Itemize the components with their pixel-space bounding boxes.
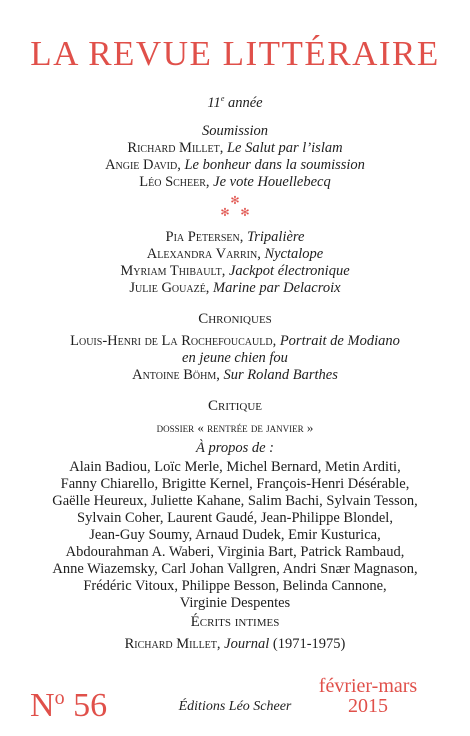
work: Journal: [224, 636, 270, 652]
list-item: Antoine Böhm, Sur Roland Barthes: [132, 367, 338, 383]
author: Myriam Thibault: [120, 263, 222, 279]
asterism-icon: [215, 194, 255, 220]
names-line: Abdourahman A. Waberi, Virginia Bart, Patrick Rambaud,: [65, 544, 405, 560]
number-prefix: N: [30, 687, 55, 724]
list-item: Angie David, Le bonheur dans la soumission: [105, 157, 365, 173]
number-o: o: [54, 687, 65, 709]
list-item: Pia Petersen, Tripalière: [165, 229, 305, 245]
section-chroniques-heading: Chroniques: [198, 311, 272, 327]
publisher-name: Éditions Léo Scheer: [178, 699, 292, 714]
section-fiction-list: [0, 229, 470, 297]
author: Angie David: [105, 157, 178, 173]
year-number: 11: [207, 94, 221, 111]
author: Richard Millet: [127, 140, 220, 156]
section-soumission-heading: Soumission: [201, 123, 269, 139]
list-item: Julie Gouazé, Marine par Delacroix: [129, 280, 341, 296]
issue-year: 2015: [348, 695, 388, 717]
list-item: Louis-Henri de La Rochefoucauld, Portrait de Modiano: [70, 333, 400, 349]
author: Pia Petersen: [165, 229, 240, 245]
names-line: Alain Badiou, Loïc Merle, Michel Bernard, Metin Arditi,: [69, 459, 401, 475]
year-line: [0, 90, 470, 112]
work: Tripalière: [246, 229, 305, 245]
number-value: 56: [64, 687, 108, 724]
svg-text:✻: ✻: [240, 206, 250, 219]
work: Marine par Delacroix: [213, 280, 341, 296]
names-line: Anne Wiazemsky, Carl Johan Vallgren, Andri Snær Magnason,: [52, 561, 418, 577]
year-word: année: [224, 94, 263, 111]
list-item: Richard Millet, Journal (1971-1975): [124, 636, 346, 652]
section-soumission-list: [0, 140, 470, 191]
author: Louis-Henri de La Rochefoucauld: [70, 333, 273, 349]
names-line: Virginie Despentes: [179, 595, 291, 611]
work: Jackpot électronique: [229, 263, 350, 279]
magazine-title: LA REVUE LITTÉRAIRE: [30, 34, 440, 73]
section-ecrits-heading: Écrits intimes: [190, 614, 280, 630]
author: Antoine Böhm: [132, 367, 217, 383]
year-sup: e: [220, 94, 225, 103]
work-continued: en jeune chien fou: [182, 350, 288, 366]
work: Sur Roland Barthes: [223, 367, 338, 383]
issue-date: [298, 676, 438, 716]
names-line: Frédéric Vitoux, Philippe Besson, Belinda Cannone,: [83, 578, 387, 594]
svg-text:✻: ✻: [220, 206, 230, 219]
work: Je vote Houellebecq: [213, 174, 331, 190]
section-critique-heading: Critique: [208, 398, 262, 414]
apropos-label: À propos de :: [196, 440, 274, 456]
author: Richard Millet: [124, 636, 217, 652]
work: Le Salut par l’islam: [226, 140, 343, 156]
critique-names: [0, 459, 470, 612]
names-line: Jean-Guy Soumy, Arnaud Dudek, Emir Kusturica,: [89, 527, 381, 543]
asterism-ornament: [0, 194, 470, 225]
list-item: Myriam Thibault, Jackpot électronique: [120, 263, 350, 279]
section-chroniques-list: [0, 333, 470, 384]
list-item: Léo Scheer, Je vote Houellebecq: [139, 174, 331, 190]
names-line: Gaëlle Heureux, Juliette Kahane, Salim Bachi, Sylvain Tesson,: [52, 493, 418, 509]
work: Nyctalope: [264, 246, 324, 262]
svg-text:✻: ✻: [230, 194, 240, 207]
list-item: Richard Millet, Le Salut par l’islam: [127, 140, 343, 156]
work: Portrait de Modiano: [279, 333, 400, 349]
list-item: Alexandra Varrin, Nyctalope: [146, 246, 324, 262]
author: Alexandra Varrin: [146, 246, 258, 262]
work: Le bonheur dans la soumission: [184, 157, 365, 173]
names-line: Fanny Chiarello, Brigitte Kernel, François-Henri Désérable,: [60, 476, 410, 492]
dossier-label: dossier « rentrée de janvier »: [156, 420, 314, 435]
years: (1971-1975): [269, 636, 346, 652]
issue-months: février-mars: [318, 675, 418, 697]
names-line: Sylvain Coher, Laurent Gaudé, Jean-Philippe Blondel,: [77, 510, 393, 526]
author: Léo Scheer: [139, 174, 206, 190]
author: Julie Gouazé: [129, 280, 206, 296]
